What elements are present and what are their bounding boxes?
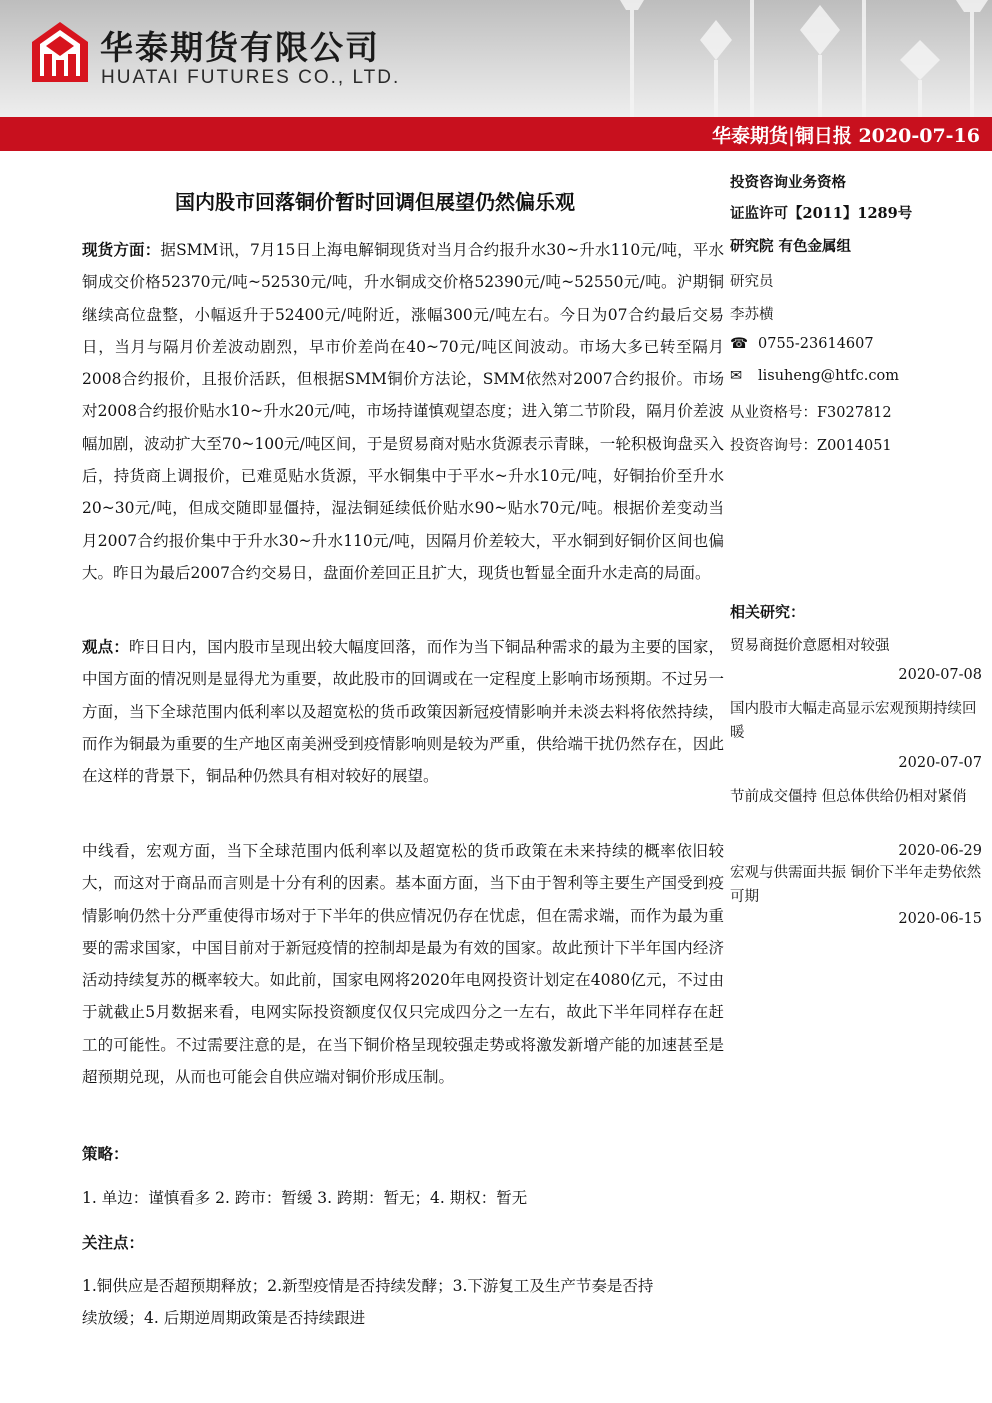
focus-heading: 关注点：	[82, 1233, 145, 1252]
related-item-title: 节前成交僵持 但总体供给仍相对紧俏	[730, 789, 967, 805]
strategy-text: 1. 单边：谨慎看多 2. 跨市：暂缓 3. 跨期：暂无；4. 期权：暂无	[82, 1189, 528, 1207]
report-banner-text: 华泰期货|铜日报 2020-07-16	[711, 125, 980, 147]
midterm-paragraph: 中线看，宏观方面，当下全球范围内低利率以及超宽松的货币政策在未来持续的概率依旧较大，而这对于商品而言则是十分有利的因素。基本面方面，当下由于智利等主要生产国受到疫情影响仍然十分严重使得市场对于下半年的供应情况仍存在忧虑，但在需求端，而作为最为重要的需求国家，中国目前对于新冠疫情的控制却是最为有效的国家。故此预计下半年国内经济活动持续复苏的概率较大。如此前，国家电网将2020年电网投资计划定在4080亿元，不过由于就截止5月数据来看，电网实际投资额度仅仅只完成四分之一左右，故此下半年同样存在赶工的可能性。不过需要注意的是，在当下铜价格呈现较强走势或将激发新增产能的加速甚至是超预期兑现，从而也可能会自供应端对铜价形成压制。	[82, 842, 724, 1087]
view-paragraph	[82, 631, 724, 792]
institute-name: 研究院 有色金属组	[730, 238, 852, 255]
related-item-1[interactable]	[730, 634, 982, 658]
page-header	[0, 0, 992, 117]
report-banner	[0, 117, 992, 151]
focus-line-1: 1.铜供应是否超预期释放；2.新型疫情是否持续发酵；3.下游复工及生产节奏是否持	[82, 1277, 654, 1295]
related-item-4[interactable]	[730, 861, 982, 909]
related-item-date: 2020-06-29	[898, 843, 982, 859]
qualification-line-1: 投资咨询业务资格	[730, 174, 846, 191]
related-item-date: 2020-07-08	[898, 667, 982, 683]
view-label: 观点：	[82, 637, 129, 656]
related-item-title: 国内股市大幅走高显示宏观预期持续回暖	[730, 701, 977, 741]
cert-number-1: 从业资格号：F3027812	[730, 405, 892, 421]
email-address[interactable]: lisuheng@htfc.com	[758, 368, 899, 384]
email-icon: ✉	[730, 368, 743, 384]
related-item-2[interactable]	[730, 697, 982, 745]
related-item-title: 宏观与供需面共振 铜价下半年走势依然可期	[730, 865, 982, 905]
related-research-heading: 相关研究：	[730, 603, 806, 621]
analyst-role: 研究员	[730, 274, 774, 290]
related-item-date: 2020-06-15	[898, 911, 982, 927]
qualification-line-2: 证监许可【2011】1289号	[730, 205, 913, 222]
email-row	[730, 368, 982, 384]
phone-number: 0755-23614607	[758, 336, 874, 352]
strategy-heading: 策略：	[82, 1144, 129, 1163]
company-name-cn: 华泰期货有限公司	[100, 28, 380, 67]
spot-text: 据SMM讯，7月15日上海电解铜现货对当月合约报升水30~升水110元/吨，平水铜成交价格52370元/吨~52530元/吨，升水铜成交价格52390元/吨~52550元/吨。沪期铜继续高位盘整，小幅返升于52400元/吨附近，涨幅300元/吨左右。今日为07合约最后交易日，当月与隔月价差波动剧烈，早市价差尚在40~70元/吨区间波动。市场大多已转至隔月2008合约报价，且报价活跃，但根据SMM铜价方法论，SMM依然对2007合约报价。市场对2008合约报价贴水10~升水20元/吨，市场持谨慎观望态度；进入第二节阶段，隔月价差波幅加剧，波动扩大至70~100元/吨区间，于是贸易商对贴水货源表示青睐，一轮积极询盘买入后，持货商上调报价，已难觅贴水货源，平水铜集中于平水~升水10元/吨，好铜抬价至升水20~30元/吨，但成交随即显僵持，湿法铜延续低价贴水90~贴水70元/吨。根据价差变动当月2007合约报价集中于升水30~升水110元/吨，因隔月价差较大，平水铜到好铜价区间也偏大。昨日为最后2007合约交易日，盘面价差回正且扩大，现货也暂显全面升水走高的局面。	[82, 241, 724, 582]
spot-label: 现货方面：	[82, 240, 161, 259]
view-text: 昨日日内，国内股市呈现出较大幅度回落，而作为当下铜品种需求的最为主要的国家，中国方面的情况则是显得尤为重要，故此股市的回调或在一定程度上影响市场预期。不过另一方面，当下全球范围内低利率以及超宽松的货币政策因新冠疫情影响并未淡去料将依然持续，而作为铜最为重要的生产地区南美洲受到疫情影响则是较为严重，供给端干扰仍然存在，因此在这样的背景下，铜品种仍然具有相对较好的展望。	[82, 638, 724, 786]
article-title: 国内股市回落铜价暂时回调但展望仍然偏乐观	[175, 190, 575, 214]
related-item-title: 贸易商挺价意愿相对较强	[730, 638, 890, 654]
related-item-date: 2020-07-07	[898, 755, 982, 771]
spot-paragraph	[82, 234, 724, 589]
related-item-3[interactable]	[730, 785, 982, 809]
phone-row	[730, 336, 982, 352]
company-name-en: HUATAI FUTURES CO., LTD.	[101, 67, 401, 88]
header-decoration-icon	[600, 0, 992, 117]
phone-icon: ☎	[730, 336, 749, 352]
analyst-name: 李苏横	[730, 307, 774, 323]
cert-number-2: 投资咨询号：Z0014051	[730, 438, 892, 454]
company-logo-icon	[30, 20, 90, 86]
focus-line-2: 续放缓；4. 后期逆周期政策是否持续跟进	[82, 1309, 366, 1327]
